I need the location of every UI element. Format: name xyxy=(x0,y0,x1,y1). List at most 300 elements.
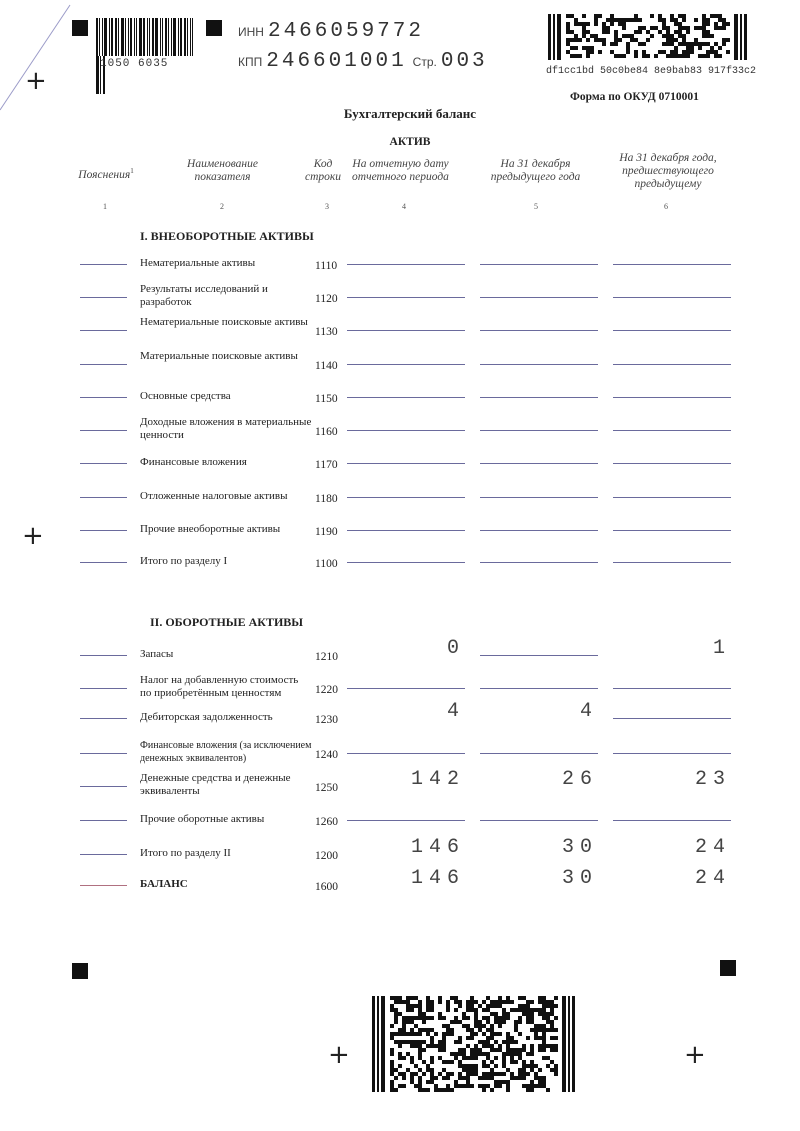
corner-marker xyxy=(720,960,736,976)
value-line xyxy=(480,264,598,265)
col-header-current: На отчетную дату отчетного периода xyxy=(352,158,449,183)
barcode-number: 1050 6035 xyxy=(100,58,169,70)
barcode-bar xyxy=(134,18,135,56)
barcode-bar xyxy=(165,18,167,56)
code-module xyxy=(458,1004,462,1008)
code-module xyxy=(450,1088,454,1092)
code-module xyxy=(646,54,650,58)
barcode-bar xyxy=(147,18,148,56)
notes-line xyxy=(80,530,127,531)
value-line xyxy=(347,430,465,431)
barcode-bar xyxy=(187,18,188,56)
value-cell: 24 xyxy=(694,867,731,890)
notes-line xyxy=(80,364,127,365)
notes-line xyxy=(80,753,127,754)
code-module xyxy=(690,50,694,54)
row-code: 1160 xyxy=(315,426,338,438)
code-module xyxy=(722,26,726,30)
row-name: Финансовые вложения (за исключением денежных эквивалентов) xyxy=(140,740,312,764)
barcode-bar xyxy=(96,18,98,56)
code-module xyxy=(518,1032,522,1036)
kpp-label: КПП xyxy=(238,55,263,69)
value-line xyxy=(347,688,465,689)
page-title: Бухгалтерский баланс xyxy=(343,106,477,121)
value-line xyxy=(613,397,731,398)
row-name: Материальные поисковые активы xyxy=(140,350,298,362)
barcode-bar xyxy=(190,18,191,56)
registration-cross: + xyxy=(25,66,47,96)
row-code: 1260 xyxy=(315,816,338,828)
row-code: 1600 xyxy=(315,881,338,893)
registration-cross: + xyxy=(684,1040,706,1070)
code-module xyxy=(602,42,606,46)
notes-line xyxy=(80,820,127,821)
col-header-code: Код строки xyxy=(304,158,342,183)
code-module xyxy=(554,1004,558,1008)
code-module xyxy=(450,1060,454,1064)
inn-label: ИНН xyxy=(238,25,264,39)
code-module xyxy=(434,1076,438,1080)
row-name: Запасы xyxy=(140,648,174,660)
code-module xyxy=(694,18,698,22)
value-line xyxy=(347,562,465,563)
code-module xyxy=(458,1040,462,1044)
code-module xyxy=(578,38,582,42)
code-bar xyxy=(562,996,566,1092)
value-line xyxy=(480,530,598,531)
notes-line xyxy=(80,264,127,265)
value-line xyxy=(613,430,731,431)
code-module xyxy=(578,54,582,58)
code-module xyxy=(686,30,690,34)
code-module xyxy=(586,38,590,42)
code-module xyxy=(542,1048,546,1052)
code-module xyxy=(502,1072,506,1076)
code-module xyxy=(394,1088,398,1092)
value-line xyxy=(347,397,465,398)
barcode-bar xyxy=(173,18,176,56)
row-name: Денежные средства и денежные эквиваленты xyxy=(140,772,291,797)
code-module xyxy=(530,1000,534,1004)
code-module xyxy=(466,1016,470,1020)
code-module xyxy=(686,54,690,58)
notes-line xyxy=(80,718,127,719)
notes-line xyxy=(80,854,127,855)
value-line xyxy=(347,753,465,754)
code-module xyxy=(574,46,578,50)
value-cell: 0 xyxy=(446,637,465,660)
code-module xyxy=(650,14,654,18)
section-title: I. ВНЕОБОРОТНЫЕ АКТИВЫ xyxy=(140,229,314,243)
value-line xyxy=(347,530,465,531)
value-line xyxy=(480,397,598,398)
code-module xyxy=(402,1056,406,1060)
barcode-bar xyxy=(125,18,126,56)
code-module xyxy=(498,1024,502,1028)
notes-line xyxy=(80,397,127,398)
value-cell: 4 xyxy=(446,700,465,723)
barcode-bar xyxy=(102,18,103,56)
barcode-bar xyxy=(115,18,117,56)
col-num: 6 xyxy=(664,202,668,211)
code-bar xyxy=(548,14,551,60)
value-cell: 146 xyxy=(410,867,465,890)
barcode-bar xyxy=(121,18,124,56)
barcode-bar xyxy=(143,18,145,56)
row-name: БАЛАНС xyxy=(140,878,188,890)
barcode-bar xyxy=(168,18,169,56)
code-module xyxy=(398,1044,402,1048)
value-line xyxy=(613,463,731,464)
scan-line xyxy=(0,0,80,120)
value-line xyxy=(480,463,598,464)
notes-line xyxy=(80,786,127,787)
code-module xyxy=(646,38,650,42)
code-bar xyxy=(744,14,747,60)
code-module xyxy=(538,1068,542,1072)
code-module xyxy=(642,42,646,46)
row-code: 1180 xyxy=(315,493,338,505)
row-name: Финансовые вложения xyxy=(140,456,247,468)
code-module xyxy=(554,1016,558,1020)
value-line xyxy=(613,364,731,365)
row-name: Отложенные налоговые активы xyxy=(140,490,288,502)
code-module xyxy=(726,22,730,26)
code-module xyxy=(422,1072,426,1076)
row-code: 1150 xyxy=(315,393,338,405)
corner-marker xyxy=(72,963,88,979)
datamatrix-code xyxy=(372,996,576,1092)
code-module xyxy=(498,1032,502,1036)
code-module xyxy=(638,18,642,22)
notes-line xyxy=(80,562,127,563)
code-bar xyxy=(734,14,738,60)
inn-field xyxy=(238,20,424,43)
code-module xyxy=(418,1032,422,1036)
code-module xyxy=(618,38,622,42)
value-cell: 142 xyxy=(410,768,465,791)
section-title: II. ОБОРОТНЫЕ АКТИВЫ xyxy=(150,615,304,629)
form-code: Форма по ОКУД 0710001 xyxy=(570,91,699,103)
row-code: 1140 xyxy=(315,360,338,372)
code-module xyxy=(586,54,590,58)
barcode-bar xyxy=(104,18,107,56)
code-module xyxy=(626,50,630,54)
code-module xyxy=(498,1084,502,1088)
row-name: Прочие оборотные активы xyxy=(140,813,265,825)
value-line xyxy=(347,330,465,331)
value-line xyxy=(347,264,465,265)
value-line xyxy=(613,562,731,563)
value-line xyxy=(480,562,598,563)
code-module xyxy=(410,1008,414,1012)
code-module xyxy=(530,1088,534,1092)
code-module xyxy=(598,50,602,54)
barcode-bar xyxy=(171,18,172,56)
code-module xyxy=(554,1028,558,1032)
code-module xyxy=(710,34,714,38)
barcode-bar xyxy=(128,18,129,56)
code-module xyxy=(438,1000,442,1004)
code-module xyxy=(554,1036,558,1040)
col-num: 3 xyxy=(325,202,329,211)
row-name: Нематериальные активы xyxy=(140,257,256,269)
barcode-bar xyxy=(139,18,142,56)
code-module xyxy=(582,14,586,18)
row-code: 1240 xyxy=(315,749,338,761)
col-num: 2 xyxy=(220,202,224,211)
row-name: Доходные вложения в материальные ценности xyxy=(140,416,312,441)
code-module xyxy=(390,1024,394,1028)
value-line xyxy=(613,753,731,754)
code-module xyxy=(598,14,602,18)
code-bar xyxy=(377,996,379,1092)
code-module xyxy=(490,1088,494,1092)
code-module xyxy=(474,1056,478,1060)
barcode-bar xyxy=(184,18,186,56)
value-line xyxy=(613,688,731,689)
row-name: Итого по разделу I xyxy=(140,555,228,567)
code-module xyxy=(606,30,610,34)
value-cell: 30 xyxy=(561,836,598,859)
row-code: 1110 xyxy=(315,260,338,272)
row-code: 1200 xyxy=(315,850,338,862)
row-name: Дебиторская задолженность xyxy=(140,711,273,723)
code-bar xyxy=(553,14,555,60)
datamatrix-code xyxy=(548,14,748,60)
barcode-bar xyxy=(136,18,137,56)
code-module xyxy=(514,1060,518,1064)
value-line xyxy=(480,820,598,821)
code-bar xyxy=(568,996,570,1092)
barcode-bar xyxy=(96,56,99,94)
code-module xyxy=(554,1048,558,1052)
code-module xyxy=(470,1036,474,1040)
code-bar xyxy=(381,996,385,1092)
value-line xyxy=(480,497,598,498)
barcode-bar xyxy=(155,18,158,56)
col-num: 4 xyxy=(402,202,406,211)
value-line xyxy=(480,753,598,754)
code-module xyxy=(502,1020,506,1024)
col-header-prev: На 31 декабря предыдущего года xyxy=(490,158,581,183)
code-module xyxy=(726,50,730,54)
registration-cross: + xyxy=(22,521,44,551)
row-code: 1170 xyxy=(315,459,338,471)
code-module xyxy=(706,54,710,58)
notes-line xyxy=(80,463,127,464)
row-code: 1190 xyxy=(315,526,338,538)
code-module xyxy=(442,1016,446,1020)
code-module xyxy=(530,1052,534,1056)
row-name: Прочие внеоборотные активы xyxy=(140,523,281,535)
notes-line xyxy=(80,497,127,498)
barcode-bar xyxy=(180,18,182,56)
code-module xyxy=(610,22,614,26)
code-module xyxy=(722,42,726,46)
value-line xyxy=(613,820,731,821)
inn-value: 2466059772 xyxy=(267,20,424,43)
value-line xyxy=(480,430,598,431)
row-code: 1210 xyxy=(315,651,338,663)
code-module xyxy=(402,1076,406,1080)
code-module xyxy=(474,1032,478,1036)
code-module xyxy=(398,1064,402,1068)
code-module xyxy=(554,996,558,1000)
value-line xyxy=(347,497,465,498)
barcode xyxy=(96,18,196,56)
code-module xyxy=(718,46,722,50)
notes-line xyxy=(80,430,127,431)
row-name: Нематериальные поисковые активы xyxy=(140,316,308,328)
row-name: Итого по разделу II xyxy=(140,847,231,859)
row-name: Налог на добавленную стоимость по приобретённым ценностям xyxy=(140,674,299,699)
value-cell: 1 xyxy=(712,637,731,660)
code-module xyxy=(450,1032,454,1036)
code-module xyxy=(394,1076,398,1080)
code-module xyxy=(526,1036,530,1040)
barcode-bar xyxy=(162,18,163,56)
value-line xyxy=(480,330,598,331)
code-module xyxy=(470,1084,474,1088)
code-module xyxy=(682,18,686,22)
code-module xyxy=(394,1020,398,1024)
code-bar xyxy=(372,996,375,1092)
notes-line xyxy=(80,297,127,298)
code-module xyxy=(402,1084,406,1088)
page-subtitle: АКТИВ xyxy=(389,136,431,148)
barcode-bar xyxy=(178,18,179,56)
code-module xyxy=(546,1088,550,1092)
code-module xyxy=(590,50,594,54)
value-cell: 4 xyxy=(579,700,598,723)
code-bar xyxy=(740,14,742,60)
row-code: 1230 xyxy=(315,714,338,726)
code-module xyxy=(446,1076,450,1080)
code-module xyxy=(654,54,658,58)
code-module xyxy=(634,54,638,58)
page-label: Стр. xyxy=(412,55,437,69)
col-header-notes: Пояснения$^1$ xyxy=(78,167,134,181)
notes-line xyxy=(80,330,127,331)
notes-line xyxy=(80,688,127,689)
value-line xyxy=(347,463,465,464)
row-code: 1100 xyxy=(315,558,338,570)
code-module xyxy=(450,1072,454,1076)
value-line xyxy=(613,497,731,498)
registration-cross: + xyxy=(328,1040,350,1070)
code-module xyxy=(638,30,642,34)
row-name: Результаты исследований и разработок xyxy=(140,283,268,308)
col-num: 1 xyxy=(103,202,107,211)
code-module xyxy=(718,54,722,58)
value-line xyxy=(613,264,731,265)
corner-marker xyxy=(206,20,222,36)
value-cell: 146 xyxy=(410,836,465,859)
barcode-bar xyxy=(130,18,132,56)
barcode-bar xyxy=(149,18,150,56)
code-module xyxy=(614,42,618,46)
value-line xyxy=(480,655,598,656)
barcode-bar xyxy=(152,18,154,56)
code-module xyxy=(430,1060,434,1064)
code-module xyxy=(650,34,654,38)
code-module xyxy=(698,46,702,50)
code-module xyxy=(422,1048,426,1052)
code-module xyxy=(430,1008,434,1012)
value-cell: 30 xyxy=(561,867,598,890)
barcode-bar xyxy=(111,18,113,56)
code-module xyxy=(446,1008,450,1012)
code-module xyxy=(726,38,730,42)
row-code: 1250 xyxy=(315,782,338,794)
code-module xyxy=(506,1088,510,1092)
row-code: 1220 xyxy=(315,684,338,696)
row-code: 1130 xyxy=(315,326,338,338)
code-module xyxy=(430,1016,434,1020)
code-module xyxy=(422,1020,426,1024)
value-line xyxy=(347,364,465,365)
col-num: 5 xyxy=(534,202,538,211)
kpp-value: 246601001 xyxy=(266,50,407,73)
code-module xyxy=(622,54,626,58)
code-module xyxy=(526,1072,530,1076)
barcode-bar xyxy=(160,18,161,56)
code-module xyxy=(442,1048,446,1052)
value-line xyxy=(480,364,598,365)
code-module xyxy=(494,1056,498,1060)
col-header-prevprev: На 31 декабря года, предшествующего предыдущему xyxy=(619,152,717,190)
code-module xyxy=(586,22,590,26)
code-module xyxy=(390,1052,394,1056)
value-line xyxy=(613,330,731,331)
barcode-bar xyxy=(192,18,193,56)
value-line xyxy=(613,718,731,719)
barcode-bar xyxy=(109,18,110,56)
value-line xyxy=(480,688,598,689)
code-module xyxy=(622,26,626,30)
kpp-field xyxy=(238,50,488,73)
value-cell: 24 xyxy=(694,836,731,859)
code-module xyxy=(518,1020,522,1024)
code-module xyxy=(522,1076,526,1080)
code-module xyxy=(706,22,710,26)
code-module xyxy=(514,1040,518,1044)
row-code: 1120 xyxy=(315,293,338,305)
code-module xyxy=(510,1000,514,1004)
value-line xyxy=(347,820,465,821)
code-module xyxy=(506,1016,510,1020)
row-name: Основные средства xyxy=(140,390,231,402)
value-line xyxy=(613,297,731,298)
value-cell: 26 xyxy=(561,768,598,791)
code-module xyxy=(434,1032,438,1036)
code-module xyxy=(482,1088,486,1092)
code-module xyxy=(594,22,598,26)
value-line xyxy=(347,297,465,298)
value-line xyxy=(613,530,731,531)
hash-code: df1cc1bd 50c0be84 8e9bab83 917f33c2 xyxy=(546,66,757,77)
code-bar xyxy=(572,996,575,1092)
barcode-bar xyxy=(118,18,119,56)
code-module xyxy=(554,1072,558,1076)
barcode-bar xyxy=(99,18,100,56)
code-module xyxy=(454,1008,458,1012)
page-value: 003 xyxy=(440,50,488,73)
notes-line xyxy=(80,885,127,886)
notes-line xyxy=(80,655,127,656)
value-cell: 23 xyxy=(694,768,731,791)
